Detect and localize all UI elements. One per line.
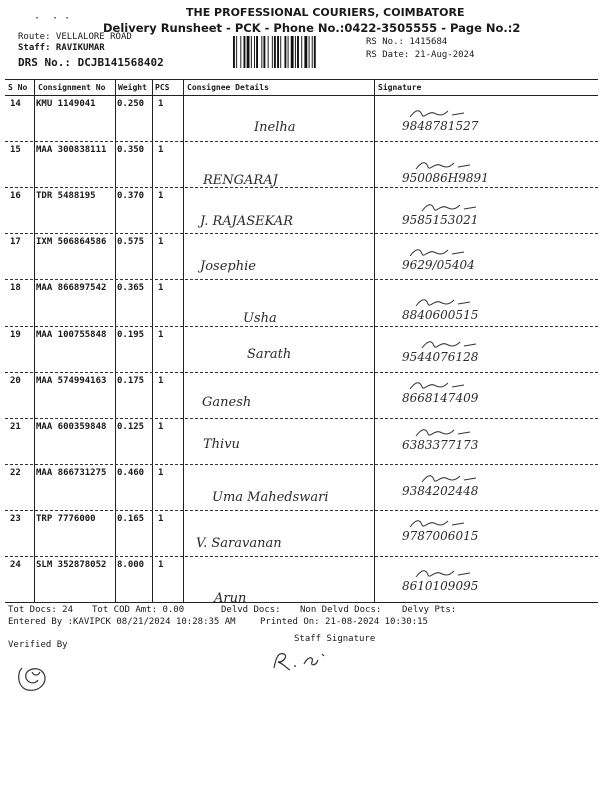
row-signature-scribble [414,567,474,581]
row-sno: 19 [10,329,21,340]
row-consignee-handwriting: V. Saravanan [196,535,282,551]
header-dots: · · · [34,13,71,24]
barcode-image [232,36,360,68]
row-pcs: 1 [158,145,164,156]
row-consignment-no: MAA 600359848 [36,421,107,432]
row-signature-scribble [408,107,468,121]
row-pcs: 1 [158,421,164,432]
row-signature-phone: 9629/05404 [402,258,475,273]
row-pcs: 1 [158,513,164,524]
drs-number: DRS No.: DCJB141568402 [18,56,164,69]
row-weight: 0.365 [117,283,145,294]
row-sno: 16 [10,191,21,202]
row-consignment-no: MAA 866897542 [36,283,107,294]
row-signature-phone: 9544076128 [402,349,479,364]
row-consignment-no: IXM 506864586 [36,237,107,248]
row-signature-scribble [414,159,474,173]
col-divider-weight [152,79,153,602]
row-consignment-no: SLM 352878052 [36,560,107,570]
row-sno: 21 [10,421,21,432]
row-signature-phone: 8840600515 [402,308,479,323]
staff-signature-label: Staff Signature [294,634,376,644]
row-separator [5,418,598,419]
col-header-consignee: Consignee Details [187,83,269,92]
table-bottom-border [5,602,598,603]
row-signature-scribble [408,379,468,393]
col-divider-cons [115,79,116,602]
row-signature-phone: 8610109095 [402,579,479,593]
verified-by-label: Verified By [8,640,68,650]
table-header-border [5,95,598,96]
row-pcs: 1 [158,467,164,478]
row-weight: 0.460 [117,467,145,478]
row-pcs: 1 [158,283,164,294]
row-consignment-no: KMU 1149041 [36,99,96,109]
printed-on: Printed On: 21-08-2024 10:30:15 [260,617,428,627]
row-consignment-no: TDR 5488195 [36,191,96,202]
row-weight: 0.175 [117,375,145,386]
row-weight: 0.165 [117,513,145,524]
row-sno: 15 [10,145,21,156]
row-consignee-handwriting: Ganesh [202,394,252,410]
row-pcs: 1 [158,99,164,109]
row-consignee-handwriting: J. RAJASEKAR [200,214,293,230]
row-separator [5,279,598,280]
row-signature-phone: 9585153021 [402,213,479,228]
row-consignment-no: MAA 574994163 [36,375,107,386]
row-separator [5,233,598,234]
row-signature-scribble [420,338,480,352]
row-separator [5,556,598,557]
row-weight: 0.350 [117,145,145,156]
total-cod-amount: Tot COD Amt: 0.00 [92,605,185,615]
company-title: THE PROFESSIONAL COURIERS, COIMBATORE [186,6,465,19]
row-signature-scribble [408,246,468,260]
entered-by: Entered By :KAVIPCK 08/21/2024 10:28:35 AM [8,617,236,627]
col-divider-consignee [374,79,375,602]
row-consignee-handwriting: Sarath [247,346,292,362]
col-header-pcs: PCS [155,83,170,92]
row-sno: 18 [10,283,21,294]
row-consignee-handwriting: Josephie [200,259,256,275]
row-pcs: 1 [158,237,164,248]
row-signature-phone: 8668147409 [402,390,479,405]
row-weight: 0.370 [117,191,145,202]
row-consignment-no: MAA 300838111 [36,145,107,156]
row-signature-phone: 9384202448 [402,483,479,498]
col-divider-sno [34,79,35,602]
row-signature-phone: 9787006015 [402,528,479,543]
row-consignee-handwriting: Thivu [203,436,240,452]
row-separator [5,372,598,373]
table-top-border [5,79,598,80]
row-separator [5,326,598,327]
row-signature-phone: 9848781527 [402,119,479,133]
row-sno: 23 [10,513,21,524]
col-header-sno: S No [8,83,28,92]
row-signature-scribble [414,296,474,310]
row-pcs: 1 [158,191,164,202]
delivery-points: Delvy Pts: [402,605,457,615]
row-weight: 8.000 [117,560,145,570]
row-consignment-no: MAA 100755848 [36,329,107,340]
row-sno: 20 [10,375,21,386]
col-header-consignment: Consignment No [38,83,106,92]
route-label: Route: VELLALORE ROAD [18,32,132,42]
row-consignee-handwriting: Usha [243,311,277,327]
row-sno: 17 [10,237,21,248]
non-delivered-docs: Non Delvd Docs: [300,605,382,615]
row-weight: 0.575 [117,237,145,248]
row-pcs: 1 [158,375,164,386]
row-consignee-handwriting: RENGARAJ [203,173,278,189]
row-signature-phone: 6383377173 [402,437,479,452]
total-docs: Tot Docs: 24 [8,605,74,615]
row-consignment-no: TRP 7776000 [36,513,96,524]
row-separator [5,464,598,465]
runsheet-subtitle: Delivery Runsheet - PCK - Phone No.:0422-3505555 - Page No.:2 [103,21,521,35]
col-divider-pcs [183,79,184,602]
row-consignee-handwriting: Inelha [254,120,296,135]
row-signature-scribble [408,517,468,531]
row-weight: 0.250 [117,99,145,109]
row-signature-scribble [420,201,480,215]
row-signature-phone: 950086H9891 [402,171,489,186]
row-weight: 0.125 [117,421,145,432]
row-consignee-handwriting: Uma Mahedswari [212,489,329,505]
row-separator [5,510,598,511]
staff-label: Staff: RAVIKUMAR [18,43,105,53]
row-consignment-no: MAA 866731275 [36,467,107,478]
rs-number: RS No.: 1415684 [366,37,448,47]
col-header-signature: Signature [378,83,422,92]
row-pcs: 1 [158,329,164,340]
rs-date: RS Date: 21-Aug-2024 [366,50,475,60]
row-consignee-handwriting: Arun [214,591,247,606]
row-pcs: 1 [158,560,164,570]
row-weight: 0.195 [117,329,145,340]
row-signature-scribble [414,426,474,440]
row-sno: 14 [10,99,21,109]
row-separator [5,141,598,142]
col-header-weight: Weight [118,83,147,92]
row-sno: 22 [10,467,21,478]
staff-signature-scribble [270,648,340,672]
delivered-docs: Delvd Docs: [221,605,281,615]
verifier-signature [14,660,52,694]
row-signature-scribble [420,472,480,486]
row-separator [5,187,598,188]
row-sno: 24 [10,560,21,570]
